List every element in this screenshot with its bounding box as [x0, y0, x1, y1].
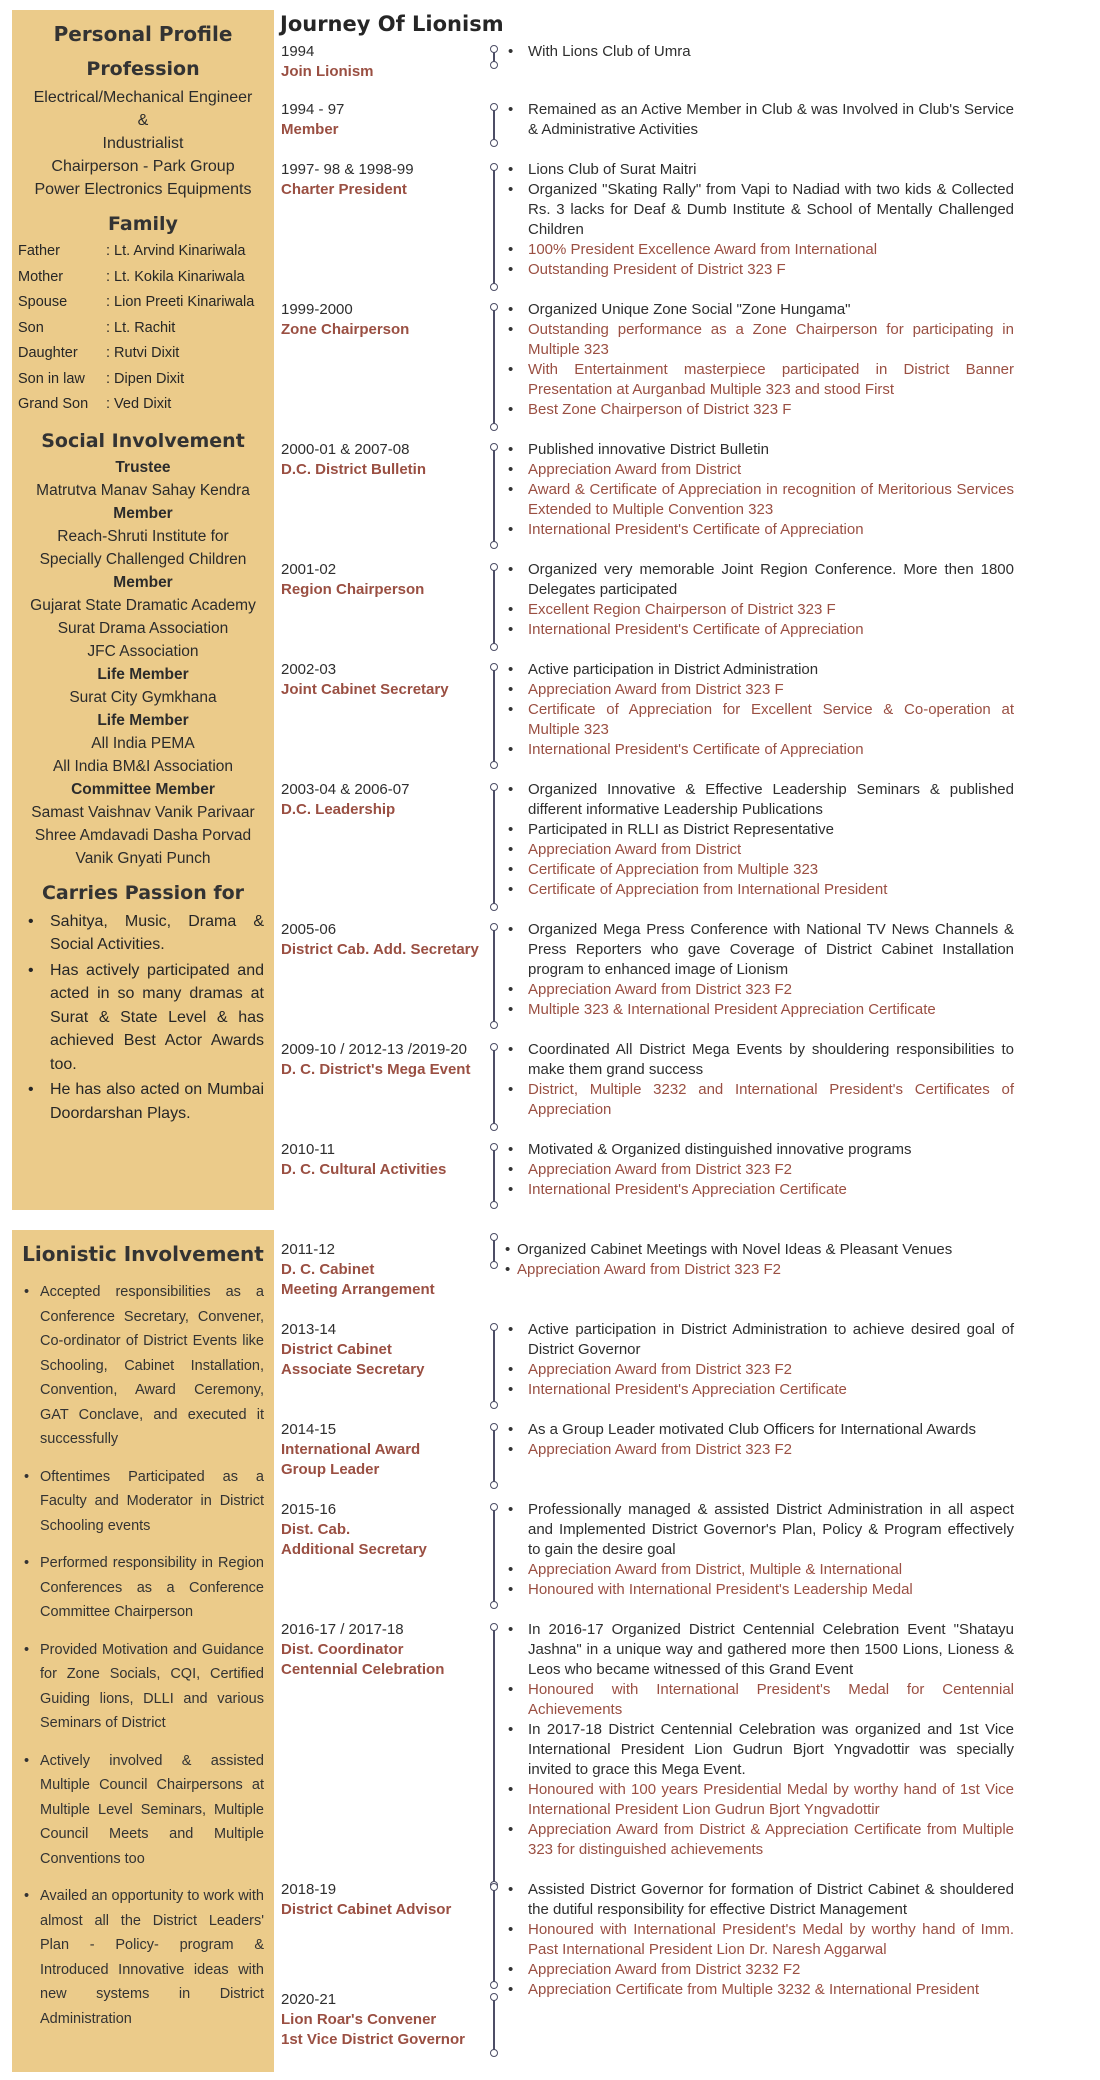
timeline-role: International Award	[281, 1441, 421, 1458]
family-row	[12, 367, 274, 393]
timeline-connector-icon	[489, 1044, 499, 1130]
timeline-items	[506, 780, 1014, 900]
family-heading: Family	[108, 213, 178, 235]
activity-item: • Organized Mega Press Conference with National TV News Channels & Press Reporters who gave Coverage of District Cabinet Installation program to enhanced image of Lionism	[506, 920, 1014, 980]
timeline-connector-icon	[489, 444, 499, 548]
timeline-role: District Cabinet	[281, 1341, 392, 1358]
lionistic-item: • Accepted responsibilities as a Conference Secretary, Convener, Co-ordinator of District Events like Schooling, Cabinet Installation, Convention, Award Ceremony, GAT Conclave, and executed it successfully	[24, 1280, 264, 1452]
timeline-connector-icon	[489, 104, 499, 146]
award-item: • Appreciation Award from District 323 F2	[506, 1440, 1014, 1460]
award-item: • Appreciation Award from District 323 F2	[506, 1360, 1014, 1380]
award-item: • Appreciation Award from District 323 F2	[506, 980, 1014, 1000]
timeline-role: Additional Secretary	[281, 1541, 427, 1558]
timeline-period	[281, 1420, 481, 1480]
timeline-year: 2015-16	[281, 1501, 337, 1518]
activity-item: • Active participation in District Administration	[506, 660, 1014, 680]
timeline-year: 2011-12	[281, 1241, 335, 1258]
family-name: : Lt. Kokila Kinariwala	[106, 268, 245, 285]
award-item: • Award & Certificate of Appreciation in recognition of Meritorious Services Extended to Multiple Convention 323	[506, 480, 1014, 520]
timeline-period	[281, 1240, 481, 1300]
activity-item: • Motivated & Organized distinguished innovative programs	[506, 1140, 1014, 1160]
award-item: • Honoured with International President's Medal for Centennial Achievements	[506, 1680, 1014, 1720]
lionistic-item: • Provided Motivation and Guidance for Zone Socials, CQI, Certified Guiding lions, DLLI and various Seminars of District	[24, 1638, 264, 1736]
timeline-period	[281, 1140, 481, 1180]
timeline-role: Lion Roar's Convener	[281, 2011, 437, 2028]
family-name: : Lion Preeti Kinariwala	[106, 294, 255, 310]
timeline-year: 1994 - 97	[281, 101, 345, 118]
timeline-items	[506, 1040, 1014, 1120]
award-item: • Outstanding performance as a Zone Chairperson for participating in Multiple 323	[506, 320, 1014, 360]
award-item: • Outstanding President of District 323 F	[506, 260, 1014, 280]
activity-item: • Organized Unique Zone Social "Zone Hungama"	[506, 300, 1014, 320]
timeline-role: D.C. Leadership	[281, 801, 396, 818]
activity-item: • Organized very memorable Joint Region Conference. More then 1800 Delegates participated	[506, 560, 1014, 600]
award-item: • Appreciation Award from District	[506, 460, 1014, 480]
timeline-connector-icon	[489, 1424, 499, 1488]
timeline-role: Join Lionism	[281, 63, 374, 80]
lionistic-title: Lionistic Involvement	[22, 1242, 264, 1266]
timeline-period	[281, 1040, 481, 1080]
award-item: • Appreciation Certificate from Multiple 3232 & International President	[506, 1980, 1014, 2000]
timeline-role: D. C. Cabinet	[281, 1261, 375, 1278]
timeline-year: 2018-19	[281, 1881, 337, 1898]
profession-line: Power Electronics Equipments	[34, 181, 252, 198]
activity-item: • Professionally managed & assisted District Administration in all aspect and Implemented District Governor's Plan, Policy & Program effectively to gain the desire goal	[506, 1500, 1014, 1560]
timeline-items	[506, 1320, 1014, 1400]
family-name: : Lt. Arvind Kinariwala	[106, 243, 246, 259]
profession-line: Industrialist	[102, 135, 184, 152]
timeline-items	[506, 920, 1014, 1020]
timeline-year: 2016-17 / 2017-18	[281, 1621, 404, 1638]
award-item: • Honoured with International President's Leadership Medal	[506, 1580, 1014, 1600]
timeline-period	[281, 300, 481, 340]
social-org: Surat Drama Association	[57, 619, 229, 637]
timeline-year: 2010-11	[281, 1141, 335, 1158]
award-item: • Appreciation Award from District 323 F	[506, 680, 1014, 700]
activity-item: • Published innovative District Bulletin	[506, 440, 1014, 460]
social-org: Surat City Gymkhana	[69, 688, 217, 706]
timeline-connector-icon	[489, 1504, 499, 1608]
timeline-role: 1st Vice District Governor	[281, 2031, 465, 2048]
activity-item: • Participated in RLLI as District Representative	[506, 820, 1014, 840]
social-role: Member	[113, 573, 173, 591]
timeline-items	[506, 160, 1014, 280]
social-org: JFC Association	[87, 642, 199, 660]
timeline-role: Dist. Cab.	[281, 1521, 351, 1538]
social-role: Life Member	[97, 711, 189, 729]
award-item: • Excellent Region Chairperson of District 323 F	[506, 600, 1014, 620]
passion-item: • Sahitya, Music, Drama & Social Activities.	[26, 910, 264, 957]
timeline-connector-icon	[489, 1324, 499, 1408]
social-org: Shree Amdavadi Dasha Porvad	[34, 826, 252, 844]
passion-item: • Has actively participated and acted in so many dramas at Surat & State Level & has achieved Best Actor Awards too.	[26, 959, 264, 1077]
award-item: • With Entertainment masterpiece participated in District Banner Presentation at Aurganbad Multiple 323 and stood First	[506, 360, 1014, 400]
social-org: Specially Challenged Children	[39, 550, 247, 568]
timeline-period	[281, 660, 481, 700]
activity-item: • Assisted District Governor for formation of District Cabinet & shouldered the dutiful responsibility for effective District Management	[506, 1880, 1014, 1920]
timeline-role: D. C. Cultural Activities	[281, 1161, 447, 1178]
timeline-year: 2020-21	[281, 1991, 337, 2008]
timeline-role: Joint Cabinet Secretary	[281, 681, 449, 698]
lionistic-item: • Availed an opportunity to work with almost all the District Leaders' Plan - Policy- program & Introduced Innovative ideas with new systems in District Administration	[24, 1884, 264, 2031]
timeline-role: Meeting Arrangement	[281, 1281, 435, 1298]
award-item: • Certificate of Appreciation for Excellent Service & Co-operation at Multiple 323	[506, 700, 1014, 740]
profession-line: Chairperson - Park Group	[51, 158, 235, 175]
profession-lines	[12, 86, 274, 201]
activity-item: • With Lions Club of Umra	[506, 42, 1014, 62]
lionistic-item: • Oftentimes Participated as a Faculty and Moderator in District Schooling events	[24, 1465, 264, 1539]
timeline-role: Dist. Coordinator	[281, 1641, 404, 1658]
family-relation: Father	[18, 243, 60, 259]
timeline-role: District Cabinet Advisor	[281, 1901, 452, 1918]
timeline-items	[506, 1880, 1014, 2000]
award-item: • Appreciation Award from District, Multiple & International	[506, 1560, 1014, 1580]
timeline-period	[281, 100, 481, 140]
award-item: • Honoured with International President's Medal by worthy hand of Imm. Past International President Lion Dr. Naresh Aggarwal	[506, 1920, 1014, 1960]
timeline-period	[281, 560, 481, 600]
passion-list	[12, 910, 274, 1126]
family-name: : Rutvi Dixit	[106, 345, 180, 361]
award-item: • Certificate of Appreciation from International President	[506, 880, 1014, 900]
award-item: • Multiple 323 & International President Appreciation Certificate	[506, 1000, 1014, 1020]
timeline-period	[281, 1320, 481, 1380]
timeline-year: 2013-14	[281, 1321, 337, 1338]
activity-item: • Organized "Skating Rally" from Vapi to Nadiad with two kids & Collected Rs. 3 lacks for Deaf & Dumb Institute & School of Mentally Challenged Children	[506, 180, 1014, 240]
family-row	[12, 290, 274, 316]
passion-heading: Carries Passion for	[41, 881, 245, 904]
profession-line: Electrical/Mechanical Engineer	[33, 89, 253, 106]
timeline-items	[506, 100, 1014, 140]
award-item: • International President's Certificate of Appreciation	[506, 520, 1014, 540]
timeline-year: 2014-15	[281, 1421, 337, 1438]
award-item: • Honoured with 100 years Presidential Medal by worthy hand of 1st Vice International President Lion Gudrun Bjort Yngvadottir	[506, 1780, 1014, 1820]
timeline-year: 2002-03	[281, 661, 337, 678]
activity-item: • Remained as an Active Member in Club & was Involved in Club's Service & Administrative Activities	[506, 100, 1014, 140]
family-relation: Spouse	[18, 294, 68, 310]
timeline-items	[506, 1500, 1014, 1600]
timeline-items	[506, 42, 1014, 62]
family-name: : Dipen Dixit	[106, 370, 185, 387]
timeline-year: 1997- 98 & 1998-99	[281, 161, 414, 178]
timeline-period	[281, 1500, 481, 1560]
award-item: • International President's Certificate of Appreciation	[506, 740, 1014, 760]
timeline-connector-icon	[489, 1884, 499, 1988]
timeline-role: Centennial Celebration	[281, 1661, 445, 1678]
social-org: Vanik Gnyati Punch	[75, 849, 211, 867]
social-role: Committee Member	[71, 780, 215, 798]
timeline-connector-icon	[489, 1994, 499, 2056]
family-name: : Ved Dixit	[106, 396, 172, 412]
timeline-role: District Cab. Add. Secretary	[281, 941, 479, 958]
timeline-items	[506, 1140, 1014, 1200]
timeline-connector-icon	[489, 1234, 499, 1268]
timeline-items	[503, 1240, 1011, 1280]
timeline-year: 1994	[281, 43, 315, 60]
timeline-year: 2003-04 & 2006-07	[281, 781, 410, 798]
social-org: Matrutva Manav Sahay Kendra	[36, 481, 250, 499]
family-relation: Son	[18, 319, 44, 336]
lionistic-item: • Actively involved & assisted Multiple Council Chairpersons at Multiple Level Seminars, Multiple Council Meets and Multiple Conventions too	[24, 1749, 264, 1872]
timeline-year: 2000-01 & 2007-08	[281, 441, 410, 458]
lionistic-item: • Performed responsibility in Region Conferences as a Conference Committee Chairperson	[24, 1551, 264, 1625]
social-role: Member	[113, 504, 173, 522]
social-org: Gujarat State Dramatic Academy	[30, 596, 256, 614]
passion-item: • He has also acted on Mumbai Doordarshan Plays.	[26, 1078, 264, 1125]
activity-item: • As a Group Leader motivated Club Officers for International Awards	[506, 1420, 1014, 1440]
award-item: • Appreciation Award from District 323 F2	[506, 1160, 1014, 1180]
profession-heading: Profession	[86, 58, 200, 80]
personal-profile-panel	[12, 10, 274, 1210]
timeline-role: Charter President	[281, 181, 407, 198]
family-row	[12, 265, 274, 291]
timeline-role: Zone Chairperson	[281, 321, 410, 338]
social-role: Life Member	[97, 665, 189, 683]
activity-item: • In 2017-18 District Centennial Celebration was organized and 1st Vice International President Lion Gudrun Bjort Yngvadottir was specially invited to grace this Mega Event.	[506, 1720, 1014, 1780]
activity-item: • Lions Club of Surat Maitri	[506, 160, 1014, 180]
award-item: • Certificate of Appreciation from Multiple 323	[506, 860, 1014, 880]
journey-title: Journey Of Lionism	[280, 12, 504, 36]
timeline-items	[506, 560, 1014, 640]
family-name: : Lt. Rachit	[106, 319, 176, 336]
timeline-period	[281, 780, 481, 820]
timeline-period	[281, 1880, 481, 1920]
timeline-period	[281, 42, 481, 82]
timeline-connector-icon	[489, 164, 499, 290]
lionistic-list	[12, 1280, 274, 2031]
timeline-items	[506, 660, 1014, 760]
timeline-connector-icon	[489, 304, 499, 430]
family-relation: Mother	[18, 268, 64, 285]
family-relation: Daughter	[18, 345, 78, 361]
timeline-role: D.C. District Bulletin	[281, 461, 427, 478]
timeline-connector-icon	[489, 1624, 499, 1888]
award-item: • Best Zone Chairperson of District 323 F	[506, 400, 1014, 420]
family-row	[12, 316, 274, 342]
award-item: • Appreciation Award from District 3232 F2	[506, 1960, 1014, 1980]
timeline-items	[506, 1620, 1014, 1860]
timeline-role: Region Chairperson	[281, 581, 425, 598]
award-item: • International President's Appreciation Certificate	[506, 1380, 1014, 1400]
social-role: Trustee	[115, 458, 171, 476]
timeline-role: Associate Secretary	[281, 1361, 425, 1378]
timeline-connector-icon	[489, 784, 499, 910]
social-org: All India PEMA	[91, 734, 195, 752]
award-item: • International President's Appreciation Certificate	[506, 1180, 1014, 1200]
award-item: • International President's Certificate of Appreciation	[506, 620, 1014, 640]
timeline-connector-icon	[489, 664, 499, 768]
social-heading: Social Involvement	[41, 429, 245, 452]
timeline-period	[281, 1990, 481, 2050]
timeline-items	[506, 440, 1014, 540]
social-org: Samast Vaishnav Vanik Parivaar	[31, 803, 255, 821]
timeline-year: 1999-2000	[281, 301, 353, 318]
activity-item: • In 2016-17 Organized District Centennial Celebration Event "Shatayu Jashna" in a unique way and gathered more then 1500 Lions, Lioness & Leos who became witnessed of this Grand Event	[506, 1620, 1014, 1680]
award-item: • Appreciation Award from District & Appreciation Certificate from Multiple 323 for distinguished achievements	[506, 1820, 1014, 1860]
family-row	[12, 392, 274, 418]
family-list	[12, 239, 274, 418]
timeline-period	[281, 440, 481, 480]
timeline-role: Group Leader	[281, 1461, 380, 1478]
family-row	[12, 341, 274, 367]
family-row	[12, 239, 274, 265]
timeline-connector-icon	[489, 46, 499, 68]
award-item: • 100% President Excellence Award from International	[506, 240, 1014, 260]
timeline-year: 2001-02	[281, 561, 337, 578]
activity-item: • Organized Innovative & Effective Leadership Seminars & published different informative Leadership Publications	[506, 780, 1014, 820]
timeline-year: 2009-10 / 2012-13 /2019-20	[281, 1041, 467, 1058]
timeline-year: 2005-06	[281, 921, 337, 938]
lionistic-involvement-panel	[12, 1230, 274, 2072]
timeline-period	[281, 1620, 481, 1680]
social-list	[12, 456, 274, 870]
activity-item: • Coordinated All District Mega Events by shouldering responsibilities to make them grand success	[506, 1040, 1014, 1080]
timeline-connector-icon	[489, 564, 499, 650]
activity-item: • Organized Cabinet Meetings with Novel Ideas & Pleasant Venues	[503, 1240, 1011, 1260]
award-item: • Appreciation Award from District	[506, 840, 1014, 860]
family-relation: Grand Son	[18, 396, 89, 412]
award-item: • Appreciation Award from District 323 F2	[503, 1260, 1011, 1280]
social-org: Reach-Shruti Institute for	[57, 527, 229, 545]
social-org: All India BM&I Association	[52, 757, 234, 775]
profession-line: &	[137, 112, 149, 129]
timeline-connector-icon	[489, 1144, 499, 1208]
personal-profile-title: Personal Profile	[53, 22, 233, 46]
timeline-period	[281, 160, 481, 200]
timeline-period	[281, 920, 481, 960]
award-item: • District, Multiple 3232 and International President's Certificates of Appreciation	[506, 1080, 1014, 1120]
timeline-role: D. C. District's Mega Event	[281, 1061, 471, 1078]
family-relation: Son in law	[18, 370, 85, 387]
timeline-connector-icon	[489, 924, 499, 1028]
activity-item: • Active participation in District Administration to achieve desired goal of District Governor	[506, 1320, 1014, 1360]
timeline-items	[506, 300, 1014, 420]
timeline-items	[506, 1420, 1014, 1460]
timeline-role: Member	[281, 121, 339, 138]
